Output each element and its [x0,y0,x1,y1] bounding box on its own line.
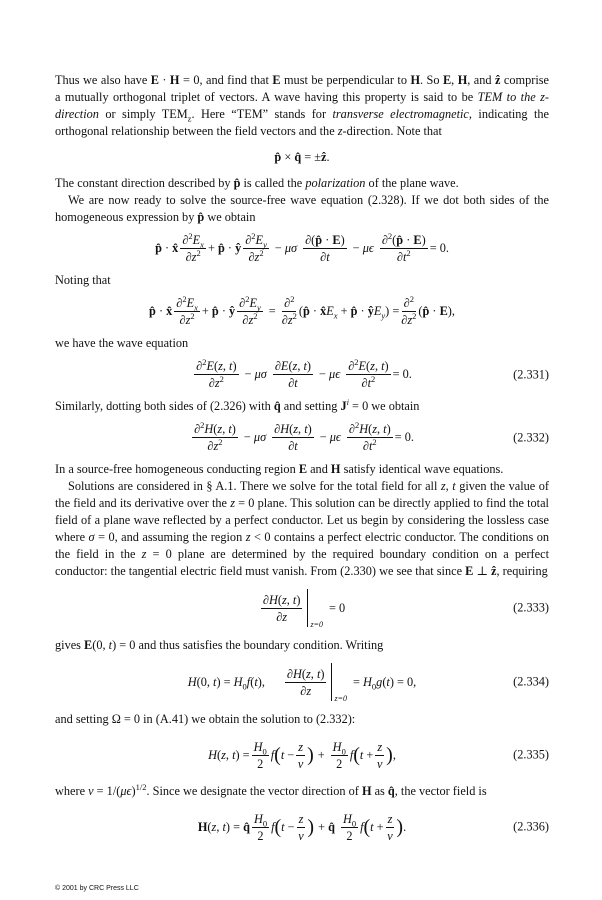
page-content [55,72,549,855]
paragraph-polarization: The constant direction described by p̂ is called the polarization of the plane wave. [55,176,459,190]
equation-number: (2.332) [513,430,549,444]
equation-2-333: $\frac{\partial H(z, t)}{\partial z}$ z=0 = 0 (2.333) [55,587,549,629]
paragraph-setting: and setting Ω = 0 in (A.41) we obtain the solution to (2.332): [55,712,356,726]
equation-number: (2.335) [513,747,549,762]
paragraph-tem: Thus we also have E · H = 0, and find that E must be perpendicular to H. So E, H, and ẑ comprise a mutually orthogonal triplet of vectors. A wave having this property is said to be TEM to the z-direction or simply $TEM_z$. Here “TEM” stands for transverse electromagnetic, indicating the orthogonal relationship between the field vectors and the z-direction. Note that [55,73,550,138]
paragraph-gives: gives E(0, t) = 0 and thus satisfies the boundary condition. Writing [55,638,384,652]
equation-number: (2.331) [513,367,549,381]
paragraph-solve: We are now ready to solve the source-free wave equation (2.328). If we dot both sides of the homogeneous expression by p̂ we obtain [55,193,549,224]
paragraph-noting: Noting that [55,273,111,287]
equation-number: (2.334) [513,674,549,689]
equation-dotted: p̂ · x̂ $\frac{\partial^2E_x}{\partial z^2}$ + p̂ · ŷ $\frac{\partial^2E_y}{\partial z^2}$ − μσ $\frac{\partial(p̂ \cdot E)}{\partial t}$ − μϵ $\frac{\partial^2(p̂ \cdot E)}{\partial t^2}$ = 0. [155,230,449,264]
equation-2-336: H(z, t) = q̂ $\frac{H_0}{2}$ f ( t − $\frac{z}{v}$ ) + q̂ $\frac{H_0}{2}$ f ( t + $\frac{z}{v}$ ) . (2.336) [197,811,549,843]
copyright-footer: © 2001 by CRC Press LLC [55,885,139,892]
equation-cross-product: p̂ × q̂ = ±ẑ. [274,149,330,164]
equation-number: (2.333) [513,600,549,615]
equation-number: (2.336) [513,819,549,834]
equation-2-334: H(0, $t) = H_0f(t)$, $\frac{\partial H(z, t)}{\partial z}$ z=0 = $H_0g(t) = 0$, (2.334) [55,661,549,703]
paragraph-similarly: Similarly, dotting both sides of (2.326) with q̂ and setting $J^i = 0$ we obtain [55,396,420,413]
paragraph-wave-eq: we have the wave equation [55,336,189,350]
paragraph-solutions: Solutions are considered in § A.1. There we solve for the total field for all z, t given the value of the field and its derivative over the z = 0 plane. This solution can be directly applied to find the total field of a plane wave reflected by a perfect conductor. Let us begin by considering the lossless case where σ = 0, and assuming the region z < 0 contains a perfect electric conductor. The conditions on the field in the z = 0 plane are determined by the required boundary condition on a perfect conductor: the tangential electric field must vanish. From (2.330) we see that since E ⊥ ẑ, requiring [55,479,549,578]
paragraph-where: where $v = 1/(\mu\epsilon)^{1/2}$. Since we designate the vector direction of H as q̂, the vector field is [55,781,487,798]
equation-2-335: H(z, t) = $\frac{H_0}{2}$ f ( t − $\frac{z}{v}$ ) + $\frac{H_0}{2}$ f ( t + $\frac{z}{v}$ ) , (2.335) [208,739,549,771]
equation-noting: p̂ · x̂ $\frac{\partial^2E_x}{\partial z^2}$ + p̂ · ŷ $\frac{\partial^2E_y}{\partial z^2}$ = $\frac{\partial^2}{\partial z^2}$ (p̂ · $x̂E_x$ + p̂ · $ŷE_y$) = $\frac{\partial^2}{\partial z^2}$ (p̂ · E), [149,293,455,327]
equation-2-332: $\frac{\partial^2H(z, t)}{\partial z^2}$ − μσ $\frac{\partial H(z, t)}{\partial t}$ − μϵ $\frac{\partial^2H(z, t)}{\partial t^2}$ = 0. (2.332) [194,419,549,453]
equation-2-331: $\frac{\partial^2E(z, t)}{\partial z^2}$ − μσ $\frac{\partial E(z, t)}{\partial t}$ − μϵ $\frac{\partial^2E(z, t)}{\partial t^2}$ = 0. (2.331) [196,356,549,390]
paragraph-source-free: In a source-free homogeneous conducting region E and H satisfy identical wave equations. [55,462,504,476]
